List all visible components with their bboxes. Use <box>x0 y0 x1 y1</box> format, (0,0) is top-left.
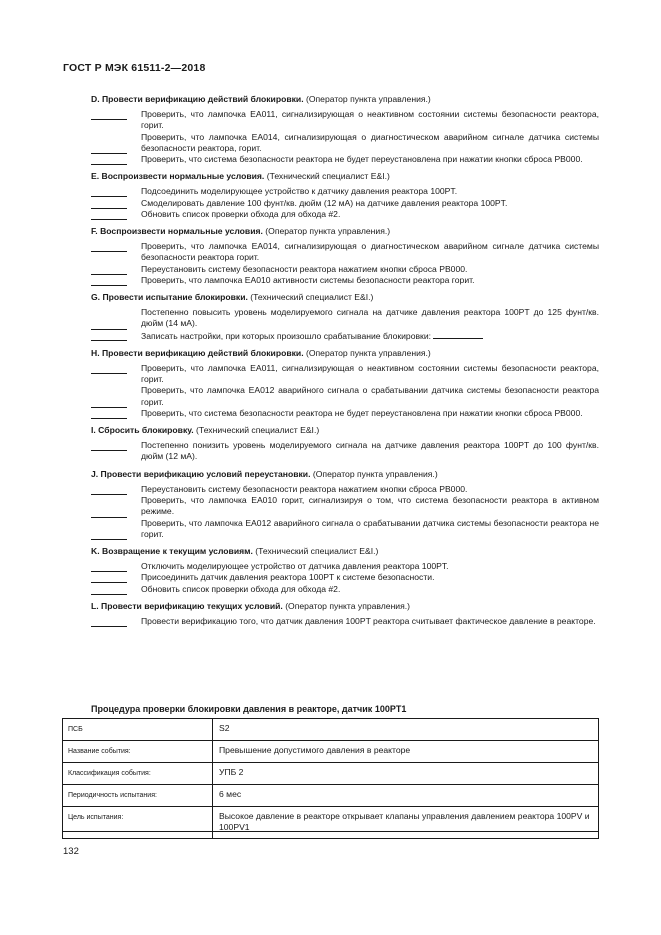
checklist-item-text: Проверить, что лампочка ЕА010 горит, сигнализируя о том, что система безопасности реактора в активном режиме. <box>141 495 599 517</box>
checklist-item-text: Проверить, что лампочка ЕА010 активности системы безопасности реактора горит. <box>141 274 475 285</box>
checklist-item-text: Постепенно повысить уровень моделируемого сигнала на датчике давления реактора 100PT до 125 фунт/кв. дюйм (14 мА). <box>141 307 599 329</box>
checklist-item <box>91 198 599 209</box>
section-title: H. Провести верификацию действий блокировки. <box>91 347 304 358</box>
checklist-item-text: Переустановить систему безопасности реактора нажатием кнопки сброса РВ000. <box>141 263 468 274</box>
procedure-row <box>63 785 599 807</box>
signoff-blank-line[interactable] <box>91 594 127 595</box>
section-title: J. Провести верификацию условий переустановки. <box>91 468 311 479</box>
checklist-item <box>91 330 599 342</box>
checklist-item-text: Записать настройки, при которых произошло срабатывание блокировки: <box>141 330 432 341</box>
checklist-item <box>91 572 599 583</box>
procedure-value: УПБ 2 <box>213 763 599 785</box>
checklist-item <box>91 186 599 197</box>
checklist-item <box>91 408 599 419</box>
checklist-item-text: Проверить, что лампочка ЕА011, сигнализирующая о неактивном состоянии системы безопасности реактора, горит. <box>141 363 599 385</box>
procedure-row <box>63 719 599 741</box>
document-header: ГОСТ Р МЭК 61511-2—2018 <box>63 62 206 74</box>
section-heading <box>91 546 599 557</box>
section-role: (Оператор пункта управления.) <box>310 468 438 479</box>
procedure-label: Цель испытания: <box>63 807 213 839</box>
section-title: L. Провести верификацию текущих условий. <box>91 600 283 611</box>
checklist-item <box>91 484 599 495</box>
section-heading <box>91 94 599 105</box>
procedure-row <box>63 763 599 785</box>
signoff-blank-line[interactable] <box>91 251 127 252</box>
checklist-content <box>91 94 599 633</box>
checklist-item-text: Переустановить систему безопасности реактора нажатием кнопки сброса РВ000. <box>141 483 468 494</box>
signoff-blank-line[interactable] <box>91 373 127 374</box>
checklist-item <box>91 109 599 131</box>
signoff-blank-line[interactable] <box>91 418 127 419</box>
procedure-label: Классификация события: <box>63 763 213 785</box>
section-heading <box>91 601 599 612</box>
procedure-value: S2 <box>213 719 599 741</box>
checklist-item-text: Присоединить датчик давления реактора 100PT к системе безопасности. <box>141 572 435 583</box>
signoff-blank-line[interactable] <box>91 626 127 627</box>
procedure-label: Название события: <box>63 741 213 763</box>
section-role: (Оператор пункта управления.) <box>282 600 411 611</box>
signoff-blank-line[interactable] <box>91 539 127 540</box>
section-heading <box>91 226 599 237</box>
checklist-section <box>91 292 599 342</box>
checklist-item <box>91 440 599 462</box>
procedure-value: Превышение допустимого давления в реакторе <box>213 741 599 763</box>
section-title: K. Возвращение к текущим условиям. <box>91 545 253 556</box>
trip-setting-blank[interactable] <box>433 330 483 339</box>
checklist-item <box>91 518 599 540</box>
checklist-item <box>91 154 599 165</box>
section-heading <box>91 348 599 359</box>
procedure-label: Периодичность испытания: <box>63 785 213 807</box>
signoff-blank-line[interactable] <box>91 285 127 286</box>
checklist-item-text: Смоделировать давление 100 фунт/кв. дюйм (12 мА) на датчике давления реактора 100PT. <box>141 197 508 208</box>
section-role: (Технический специалист E&I.) <box>264 171 390 182</box>
section-role: (Оператор пункта управления.) <box>262 226 391 237</box>
checklist-item <box>91 385 599 407</box>
checklist-item <box>91 584 599 595</box>
checklist-item <box>91 264 599 275</box>
checklist-item <box>91 307 599 329</box>
checklist-item-text: Постепенно понизить уровень моделируемого сигнала на датчике давления реактора 100PT до 100 фунт/кв. дюйм (12 мА). <box>141 440 599 462</box>
checklist-item-text: Проверить, что лампочка ЕА012 аварийного сигнала о срабатывании датчика системы безопасности реактора горит. <box>141 385 599 407</box>
section-title: G. Провести испытание блокировки. <box>91 292 248 303</box>
section-title: D. Провести верификацию действий блокировки. <box>91 94 304 104</box>
checklist-item-text: Провести верификацию того, что датчик давления 100PT реактора считывает фактическое давление в реакторе. <box>141 615 596 626</box>
section-heading <box>91 425 599 436</box>
page-number: 132 <box>63 846 79 857</box>
checklist-section <box>91 601 599 627</box>
procedure-value: Высокое давление в реакторе открывает клапаны управления давлением реактора 100PV и 100PV1 <box>213 807 599 839</box>
checklist-item-text: Проверить, что лампочка ЕА014, сигнализирующая о диагностическом аварийном сигнале датчика системы безопасности реактора, горит. <box>141 131 599 153</box>
procedure-title: Процедура проверки блокировки давления в реакторе, датчик 100PT1 <box>91 704 407 714</box>
checklist-item <box>91 561 599 572</box>
checklist-section <box>91 469 599 540</box>
checklist-section <box>91 348 599 419</box>
procedure-value: 6 мес <box>213 785 599 807</box>
section-role: (Технический специалист E&I.) <box>252 545 379 556</box>
section-role: (Технический специалист E&I.) <box>193 425 320 436</box>
signoff-blank-line[interactable] <box>91 450 127 451</box>
checklist-section <box>91 171 599 220</box>
checklist-item-text: Подсоединить моделирующее устройство к датчику давления реактора 100PT. <box>141 186 458 197</box>
checklist-item-text: Обновить список проверки обхода для обхода #2. <box>141 583 341 594</box>
checklist-item-text: Проверить, что лампочка ЕА014, сигнализирующая о диагностическом аварийном сигнале датчика системы безопасности реактора горит. <box>141 241 599 263</box>
section-title: E. Воспроизвести нормальные условия. <box>91 171 265 182</box>
checklist-item-text: Проверить, что лампочка ЕА011, сигнализирующая о неактивном состоянии системы безопасности реактора, горит. <box>141 109 599 131</box>
procedure-label: ПСБ <box>63 719 213 741</box>
section-title: F. Воспроизвести нормальные условия. <box>91 226 263 237</box>
checklist-section <box>91 425 599 463</box>
signoff-blank-line[interactable] <box>91 219 127 220</box>
checklist-item <box>91 495 599 517</box>
checklist-section <box>91 226 599 286</box>
checklist-item <box>91 363 599 385</box>
checklist-item-text: Отключить моделирующее устройство от датчика давления реактора 100PT. <box>141 561 449 572</box>
signoff-blank-line[interactable] <box>91 340 127 341</box>
section-role: (Оператор пункта управления.) <box>303 347 431 358</box>
section-heading <box>91 292 599 303</box>
checklist-item-text: Проверить, что система безопасности реактора не будет переустановлена при нажатии кнопки сброса РВ000. <box>141 154 583 165</box>
signoff-blank-line[interactable] <box>91 119 127 120</box>
checklist-item <box>91 275 599 286</box>
procedure-row <box>63 807 599 839</box>
checklist-item <box>91 132 599 154</box>
checklist-item-text: Обновить список проверки обхода для обхода #2. <box>141 208 341 219</box>
checklist-item <box>91 209 599 220</box>
checklist-section <box>91 94 599 165</box>
checklist-item <box>91 241 599 263</box>
checklist-item <box>91 616 599 627</box>
signoff-blank-line[interactable] <box>91 164 127 165</box>
procedure-table <box>62 718 599 839</box>
checklist-item-text: Проверить, что лампочка ЕА012 аварийного сигнала о срабатывании датчика системы безопасности реактора не горит. <box>141 517 599 539</box>
section-role: (Оператор пункта управления.) <box>303 94 431 104</box>
section-role: (Технический специалист E&I.) <box>247 292 374 303</box>
section-heading <box>91 469 599 480</box>
checklist-item-text: Проверить, что система безопасности реактора не будет переустановлена при нажатии кнопки сброса РВ000. <box>141 407 583 418</box>
section-title: I. Сбросить блокировку. <box>91 425 194 436</box>
section-heading <box>91 171 599 182</box>
checklist-section <box>91 546 599 595</box>
procedure-row <box>63 741 599 763</box>
